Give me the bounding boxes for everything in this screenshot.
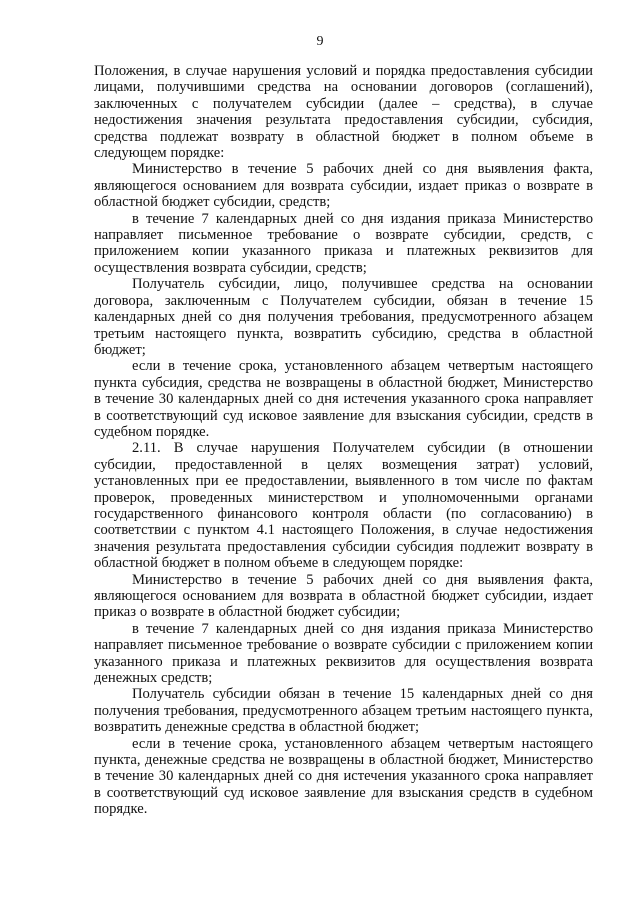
document-body: [94, 63, 593, 818]
clause-2-11: 2.11. В случае нарушения Получателем субсидии (в отношении субсидии, предоставленной в целях возмещения затрат) условий, установленных при ее предоставлении, выявленного в том числе по фактам проверок, проведенных министерством и уполномоченными органами государственного финансового контроля области (по согласованию) в соответствии с пунктом 4.1 настоящего Положения, в случае недостижения значения результата предоставления субсидии субсидия подлежит возврату в областной бюджет в полном объеме в следующем порядке:: [94, 440, 593, 572]
paragraph: Получатель субсидии обязан в течение 15 календарных дней со дня получения требования, предусмотренного абзацем третьим настоящего пункта, возвратить денежные средства в областной бюджет;: [94, 686, 593, 736]
paragraph: если в течение срока, установленного абзацем четвертым настоящего пункта субсидия, средства не возвращены в областной бюджет, Министерство в течение 30 календарных дней со дня истечения указанного срока направляет в соответствующий суд исковое заявление для взыскания субсидии, средств в судебном порядке.: [94, 358, 593, 440]
paragraph: Министерство в течение 5 рабочих дней со дня выявления факта, являющегося основанием для возврата в областной бюджет субсидии, издает приказ о возврате в областной бюджет субсидии;: [94, 571, 593, 621]
paragraph: Министерство в течение 5 рабочих дней со дня выявления факта, являющегося основанием для возврата субсидии, издает приказ о возврате в областной бюджет субсидии, средств;: [94, 161, 593, 211]
paragraph: в течение 7 календарных дней со дня издания приказа Министерство направляет письменное требование о возврате субсидии, средств, с приложением копии указанного приказа и платежных реквизитов для осуществления возврата субсидии, средств;: [94, 210, 593, 276]
page-number: 9: [316, 34, 324, 49]
paragraph: Получатель субсидии, лицо, получившее средства на основании договора, заключенным с Получателем субсидии, обязан в течение 15 календарных дней со дня получения требования, предусмотренного абзацем третьим настоящего пункта, возвратить субсидию, средства в областной бюджет;: [94, 276, 593, 358]
paragraph: если в течение срока, установленного абзацем четвертым настоящего пункта, денежные средства не возвращены в областной бюджет, Министерство в течение 30 календарных дней со дня истечения указанного срока направляет в соответствующий суд исковое заявление для взыскания средств в судебном порядке.: [94, 735, 593, 818]
paragraph: в течение 7 календарных дней со дня издания приказа Министерство направляет письменное требование о возврате субсидии с приложением копии указанного приказа и платежных реквизитов для осуществления возврата денежных средств;: [94, 620, 593, 687]
paragraph-continuation: Положения, в случае нарушения условий и порядка предоставления субсидии лицами, получившими средства на основании договоров (соглашений), заключенных с получателем субсидии (далее – средства), в случае недостижения значения результата предоставления субсидии, субсидия, средства подлежат возврату в областной бюджет в полном объеме в следующем порядке:: [94, 63, 593, 162]
